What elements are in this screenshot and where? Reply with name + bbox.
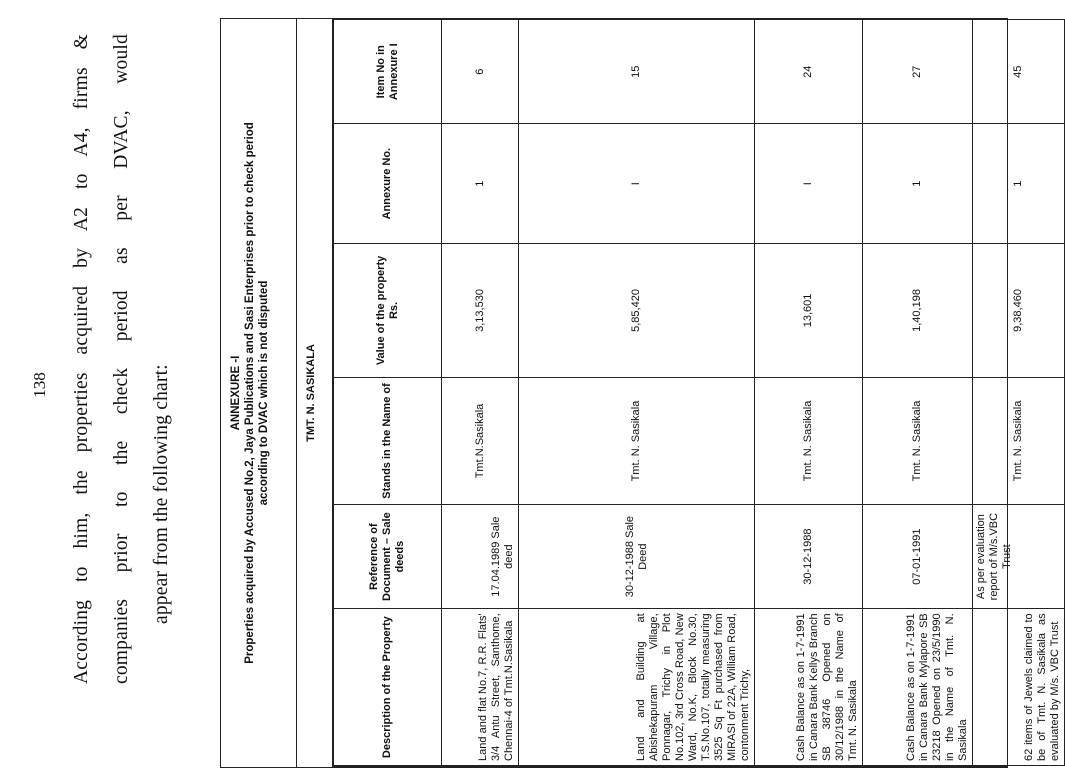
annexure-no-cell: 1 <box>863 124 973 243</box>
value-cell: 3,13,530 <box>442 243 519 377</box>
value-cell: 13,601 <box>755 243 863 377</box>
table-header-row <box>334 20 442 766</box>
annexure-subtitle-line2: according to DVAC which is not disputed <box>258 280 270 506</box>
value-cell: 9,38,460 <box>973 243 1065 377</box>
annexure-no-cell: I <box>755 124 863 243</box>
annexure-header <box>221 19 297 767</box>
item-no-cell: 15 <box>519 20 755 124</box>
intro-paragraph <box>62 34 182 684</box>
column-header: Item No in Annexure I <box>334 20 442 124</box>
column-header: Description of the Property <box>334 609 442 766</box>
annexure-no-cell: I <box>519 124 755 243</box>
annexure-subtitle-line1: Properties acquired by Accused No.2, Jaya Publications and Sasi Enterprises prior to check period <box>244 122 256 664</box>
name-cell: Tmt. N. Sasikala <box>519 378 755 505</box>
annexure-title: ANNEXURE -I <box>230 355 242 431</box>
section-bar <box>297 19 333 767</box>
description-cell: Cash Balance as on 1-7-1991 in Canara Bank Mylapore SB 23218 Opened on 23/5/1990 in the Name of Tmt. N. Sasikala <box>863 609 973 766</box>
description-cell: 62 items of Jewels claimed to be of Tmt. N. Sasikala as evaluated by M/s. VBC Trust <box>973 609 1065 766</box>
paragraph-line: companies prior to the check period as per DVAC, would <box>111 34 132 684</box>
name-cell: Tmt. N. Sasikala <box>863 378 973 505</box>
description-cell: Land and flat No.7, R.R. Flats' 3/4 Antu Street, Santhome, Chennai-4 of Tmt.N.Sasikala <box>442 609 519 766</box>
table-row <box>755 20 863 766</box>
name-cell: Tmt. N. Sasikala <box>973 378 1065 505</box>
property-table <box>333 19 1065 766</box>
annexure-inner <box>333 19 1061 767</box>
item-no-cell: 27 <box>863 20 973 124</box>
annexure-table <box>220 18 1061 768</box>
section-label: TMT. N. SASIKALA <box>305 344 317 442</box>
value-cell: 1,40,198 <box>863 243 973 377</box>
column-header: Value of the property Rs. <box>334 243 442 377</box>
paragraph-line: appear from the following chart: <box>151 364 172 624</box>
table-row <box>973 20 1065 766</box>
item-no-cell: 6 <box>442 20 519 124</box>
annexure-no-cell: 1 <box>973 124 1065 243</box>
table-row <box>519 20 755 766</box>
description-cell: Cash Balance as on 1-7-1991 in Canara Bank Kellys Branch SB 38746 Opened on 30/12/1988 in the Name of Tmt. N. Sasikala <box>755 609 863 766</box>
table-row <box>863 20 973 766</box>
item-no-cell: 45 <box>973 20 1065 124</box>
reference-cell: 30-12-1988 Sale Deed <box>519 504 755 608</box>
name-cell: Tmt.N.Sasikala <box>442 378 519 505</box>
annexure-no-cell: 1 <box>442 124 519 243</box>
reference-cell: As per evaluation report of M/s.VBC Trust <box>973 504 1065 608</box>
item-no-cell: 24 <box>755 20 863 124</box>
paragraph-line: According to him, the properties acquired by A2 to A4, firms & <box>71 34 92 684</box>
column-header: Annexure No. <box>334 124 442 243</box>
value-cell: 5,85,420 <box>519 243 755 377</box>
reference-cell: 30-12-1988 <box>755 504 863 608</box>
page-number: 138 <box>30 372 49 398</box>
name-cell: Tmt. N. Sasikala <box>755 378 863 505</box>
description-cell: Land and Building at Abishekapuram Village, Ponnagar, Trichy in Plot No.102, 3rd Cross Road, New Ward, No.K, Block No.30, T.S.No.107, totally measuring 3525 Sq Ft purchased from MIRASI of 22A, William Road, contonment Trichy, <box>519 609 755 766</box>
reference-cell: 07-01-1991 <box>863 504 973 608</box>
table-row <box>442 20 519 766</box>
column-header: Stands in the Name of <box>334 378 442 505</box>
reference-cell: 17.04.1989 Sale deed <box>442 504 519 608</box>
column-header: Reference of Document – Sale deeds <box>334 504 442 608</box>
